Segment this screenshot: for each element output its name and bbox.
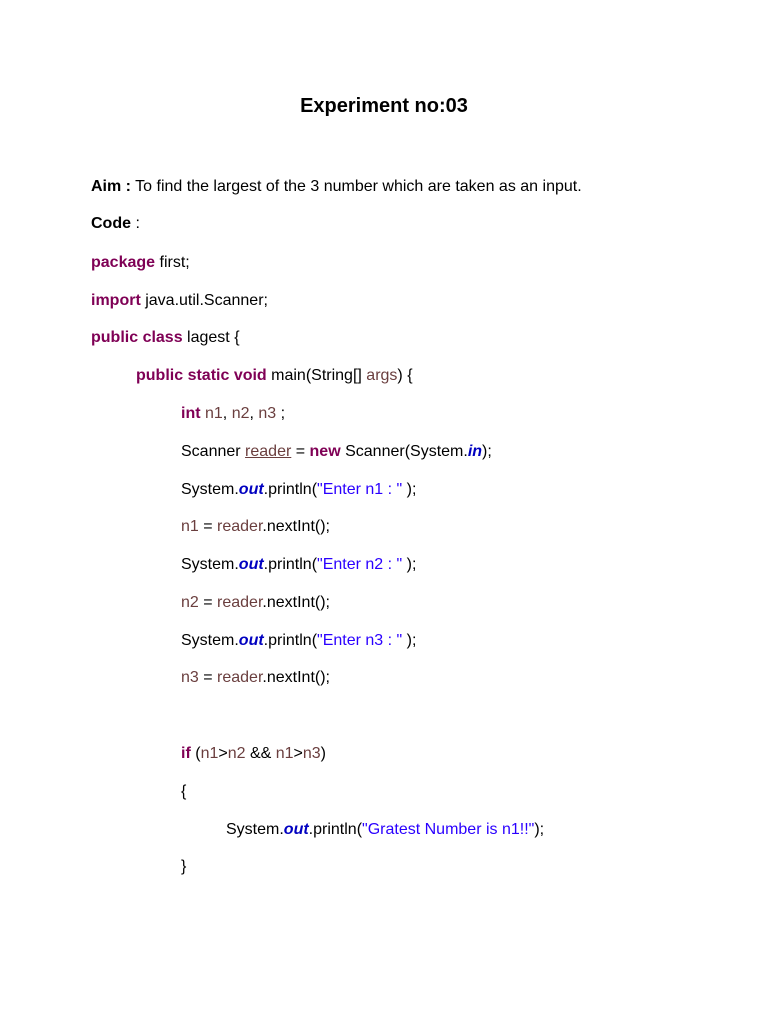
code-text: ); (534, 821, 545, 838)
code-line (181, 630, 416, 652)
code-variable: reader (217, 669, 263, 686)
code-text: .nextInt(); (262, 669, 330, 686)
code-line (181, 403, 285, 425)
code-label: Code (91, 215, 131, 232)
code-keyword: if (181, 745, 191, 762)
page-title: Experiment no:03 (300, 95, 468, 117)
code-line (181, 743, 326, 765)
code-line (181, 441, 492, 463)
code-text: ) { (397, 367, 413, 384)
code-keyword: package (91, 254, 156, 271)
code-text: && (245, 745, 276, 762)
code-field: out (238, 556, 264, 573)
code-variable: n1 (205, 405, 223, 422)
aim-text: To find the largest of the 3 number which are taken as an input. (131, 178, 582, 195)
code-variable: n2 (227, 745, 246, 762)
code-label-suffix: : (131, 215, 140, 232)
code-string: "Enter n2 : " (317, 556, 403, 573)
code-field: out (283, 821, 309, 838)
code-line (181, 667, 330, 689)
code-keyword: import (91, 292, 141, 309)
code-variable: n3 (258, 405, 277, 422)
code-text: , (222, 405, 232, 422)
code-line (91, 290, 268, 312)
code-warning-variable: reader (245, 443, 292, 460)
code-line (181, 554, 416, 576)
code-text: .println( (263, 632, 318, 649)
code-variable: args (366, 367, 398, 384)
code-text: ); (402, 632, 417, 649)
code-text: > (218, 745, 228, 762)
code-variable: n2 (181, 594, 199, 611)
code-variable: n2 (231, 405, 250, 422)
code-text: .nextInt(); (262, 518, 330, 535)
code-text: { (181, 783, 187, 800)
code-text: = (198, 518, 218, 535)
code-text: main(String[] (266, 367, 367, 384)
code-field: out (238, 632, 264, 649)
code-string: "Gratest Number is n1!!" (362, 821, 535, 838)
code-text: Scanner(System. (340, 443, 468, 460)
code-keyword: static (187, 367, 230, 384)
code-line (181, 516, 330, 538)
code-keyword: int (181, 405, 201, 422)
code-keyword: public (91, 329, 139, 346)
code-variable: n3 (302, 745, 321, 762)
code-text: .println( (308, 821, 363, 838)
code-text: System. (181, 556, 239, 573)
code-text: = (291, 443, 310, 460)
code-text: > (293, 745, 303, 762)
code-keyword: new (309, 443, 341, 460)
code-keyword: void (233, 367, 267, 384)
aim-line (91, 176, 582, 198)
code-text: ; (276, 405, 286, 422)
code-variable: n1 (200, 745, 219, 762)
code-line (226, 819, 544, 841)
code-line (181, 781, 186, 803)
code-text: = (198, 669, 218, 686)
aim-label: Aim : (91, 178, 131, 195)
code-label-line (91, 213, 140, 235)
code-text: .println( (263, 556, 318, 573)
code-line (91, 252, 190, 274)
code-field: in (467, 443, 483, 460)
code-text: .nextInt(); (262, 594, 330, 611)
code-string: "Enter n3 : " (317, 632, 403, 649)
code-text: Scanner (181, 443, 246, 460)
code-keyword: class (142, 329, 183, 346)
code-text: .println( (263, 481, 318, 498)
code-line (91, 327, 240, 349)
code-text: lagest { (182, 329, 240, 346)
code-variable: reader (217, 594, 263, 611)
code-text: System. (181, 632, 239, 649)
code-variable: reader (217, 518, 263, 535)
code-text: System. (226, 821, 284, 838)
code-variable: n1 (275, 745, 294, 762)
code-line (136, 365, 413, 387)
code-text: first; (155, 254, 190, 271)
code-text: = (198, 594, 218, 611)
code-string: "Enter n1 : " (317, 481, 403, 498)
code-variable: n3 (181, 669, 199, 686)
code-line (181, 479, 416, 501)
code-field: out (238, 481, 264, 498)
code-text: ); (482, 443, 492, 460)
code-text: ) (320, 745, 326, 762)
code-text: , (249, 405, 259, 422)
code-text: ); (402, 556, 417, 573)
code-text: ); (402, 481, 417, 498)
code-line (181, 856, 186, 878)
code-text: ( (190, 745, 201, 762)
code-text: System. (181, 481, 239, 498)
code-text: java.util.Scanner; (140, 292, 268, 309)
code-keyword: public (136, 367, 184, 384)
code-text: } (181, 858, 187, 875)
code-line (181, 592, 330, 614)
code-variable: n1 (181, 518, 199, 535)
